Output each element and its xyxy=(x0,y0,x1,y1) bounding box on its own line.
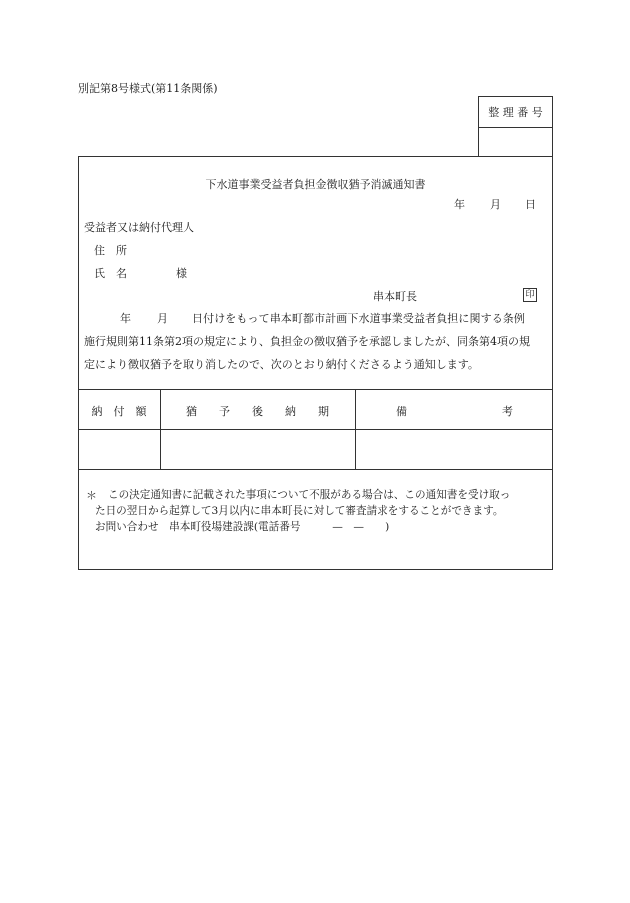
name-label: 氏 名 xyxy=(94,267,127,280)
form-label: 別記第8号様式(第11条関係) xyxy=(78,82,218,95)
recipient-label: 受益者又は納付代理人 xyxy=(84,221,194,234)
date-day: 日 xyxy=(525,198,536,211)
note-line-2: た日の翌日から起算して3月以内に串本町長に対して審査請求をすることができます。 xyxy=(95,505,504,517)
note-mark: ＊ xyxy=(86,489,97,502)
table-col-divider-1 xyxy=(160,389,161,469)
body-line-3: 定により徴収猶予を取り消したので、次のとおり納付くださるよう通知します。 xyxy=(84,358,479,371)
body-month: 月 xyxy=(157,312,168,325)
body-line-1: 日付けをもって串本町都市計画下水道事業受益者負担に関する条例 xyxy=(192,312,525,325)
body-line-2: 施行規則第11条第2項の規定により、負担金の徴収猶予を承認しましたが、同条第4項の規 xyxy=(84,335,530,348)
header-remarks-right: 考 xyxy=(502,405,513,418)
issuer: 串本町長 xyxy=(373,290,417,303)
notice-title: 下水道事業受益者負担金徴収猶予消滅通知書 xyxy=(205,178,426,191)
date-month: 月 xyxy=(490,198,501,211)
body-year: 年 xyxy=(120,312,131,325)
table-header-divider xyxy=(78,429,553,430)
header-remarks-left: 備 xyxy=(396,405,407,418)
reference-number-label: 整 理 番 号 xyxy=(488,106,543,119)
address-label: 住 所 xyxy=(94,244,127,257)
inquiry-line: お問い合わせ 串本町役場建設課(電話番号 — — ) xyxy=(95,521,390,533)
seal-mark: 印 xyxy=(523,288,537,302)
honorific: 様 xyxy=(176,267,187,280)
reference-number-divider xyxy=(478,127,553,128)
table-top-line xyxy=(78,389,553,390)
table-bottom-line xyxy=(78,469,553,470)
header-amount: 納 付 額 xyxy=(91,405,147,418)
date-year: 年 xyxy=(454,198,465,211)
header-deadline: 猶 予 後 納 期 xyxy=(186,405,329,418)
note-line-1: この決定通知書に記載された事項について不服がある場合は、この通知書を受け取っ xyxy=(108,489,511,501)
table-col-divider-2 xyxy=(355,389,356,469)
